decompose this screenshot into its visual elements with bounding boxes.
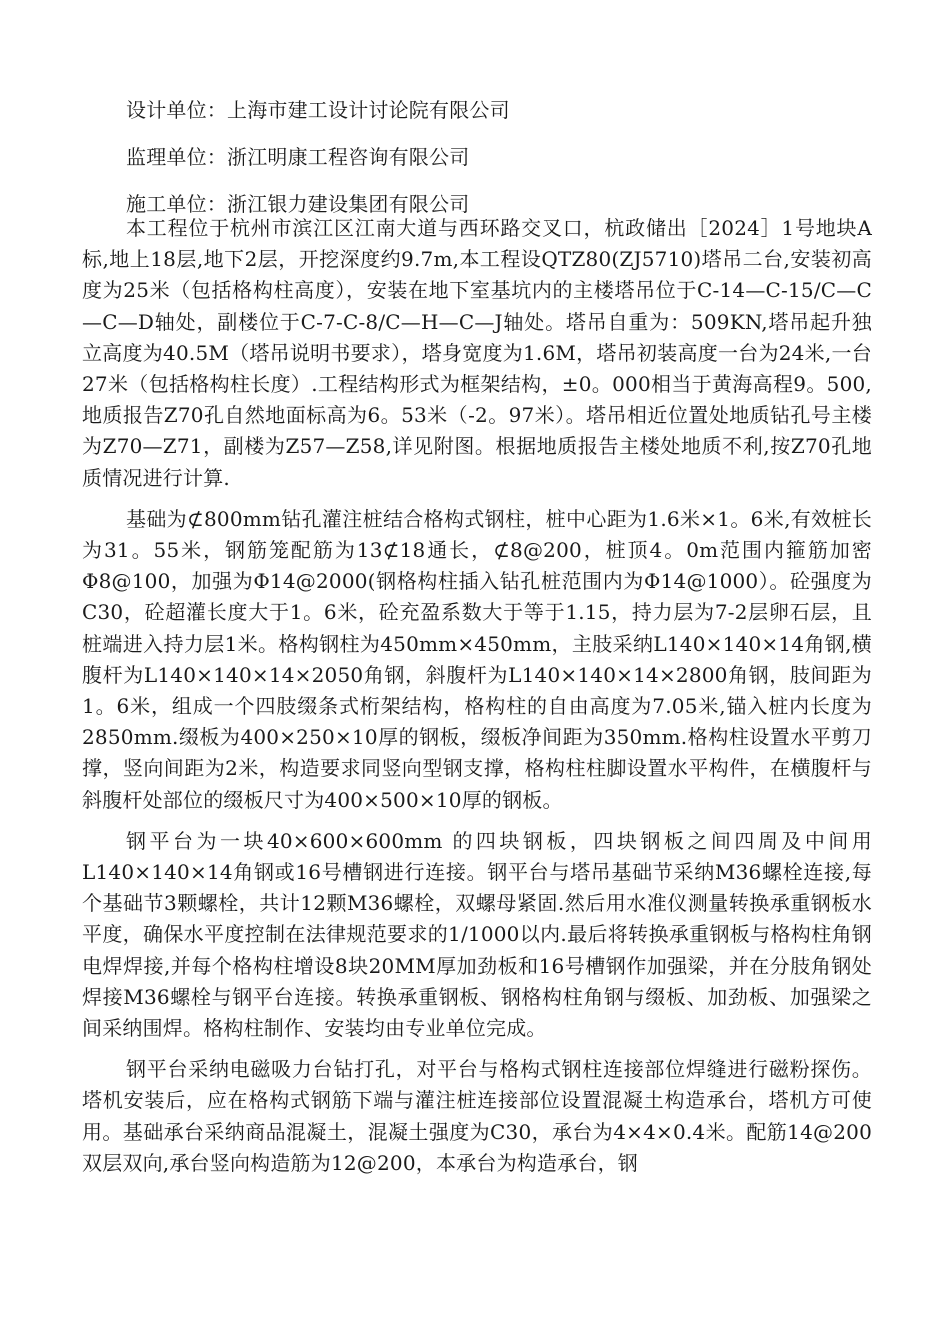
inspection-cap-paragraph: 钢平台采纳电磁吸力台钻打孔，对平台与格构式钢柱连接部位焊缝进行磁粉探伤。塔机安装后，应在格构式钢筋下端与灌注桩连接部位设置混凝土构造承台，塔机方可使用。基础承台采纳商品混凝土，混凝土强度为C30，承台为4×4×0.4米。配筋14@200双层双向,承台竖向构造筋为12@200，本承台为构造承台，钢 bbox=[82, 1057, 872, 1175]
supervision-unit-line: 监理单位：浙江明康工程咨询有限公司 bbox=[126, 145, 470, 169]
steel-platform-paragraph: 钢平台为一块40×600×600mm 的四块钢板，四块钢板之间四周及中间用L140×140×14角钢或16号槽钢进行连接。钢平台与塔吊基础节采纳M36螺栓连接,每个基础节3颗螺栓，共计12颗M36螺栓，双螺母紧固.然后用水准仪测量转换承重钢板水平度，确保水平度控制在法律规范要求的1/1000以内.最后将转换承重钢板与格构柱角钢电焊焊接,并每个格构柱增设8块20MM厚加劲板和16号槽钢作加强梁，并在分肢角钢处焊接M36螺栓与钢平台连接。转换承重钢板、钢格构柱角钢与缀板、加劲板、加强梁之间采纳围焊。格构柱制作、安装均由专业单位完成。 bbox=[82, 828, 872, 1041]
project-overview-paragraph: 本工程位于杭州市滨江区江南大道与西环路交叉口，杭政储出［2024］1号地块A标,地上18层,地下2层，开挖深度约9.7m,本工程设QTZ80(ZJ5710)塔吊二台,安装初高度为25米（包括格构柱高度），安装在地下室基坑内的主楼塔吊位于C-14—C-15/C—C—C—D轴处，副楼位于C-7-C-8/C—H—C—J轴处。塔吊自重为：509KN,塔吊起升独立高度为40.5M（塔吊说明书要求），塔身宽度为1.6M，塔吊初装高度一台为24米,一台27米（包括格构柱长度）.工程结构形式为框架结构，±0。000相当于黄海高程9。500,地质报告Z70孔自然地面标高为6。53米（-2。97米）。塔吊相近位置处地质钻孔号主楼为Z70—Z71，副楼为Z57—Z58,详见附图。根据地质报告主楼处地质不利,按Z70孔地质情况进行计算. bbox=[82, 216, 872, 490]
design-unit-line: 设计单位：上海市建工设计讨论院有限公司 bbox=[126, 98, 510, 122]
foundation-paragraph: 基础为⊄800mm钻孔灌注桩结合格构式钢柱，桩中心距为1.6米×1。6米,有效桩长为31。55米，钢筋笼配筋为13⊄18通长，⊄8@200，桩顶4。0m范围内箍筋加密Φ8@100，加强为Φ14@2000(钢格构柱插入钻孔桩范围内为Φ14@1000）。砼强度为C30，砼超灌长度大于1。6米，砼充盈系数大于等于1.15，持力层为7-2层卵石层，且桩端进入持力层1米。格构钢柱为450mm×450mm，主肢采纳L140×140×14角钢,横腹杆为L140×140×14×2050角钢，斜腹杆为L140×140×14×2800角钢，肢间距为1。6米，组成一个四肢缀条式桁架结构，格构柱的自由高度为7.05米,锚入桩内长度为2850mm.缀板为400×250×10厚的钢板，缀板净间距为350mm.格构柱设置水平剪刀撑，竖向间距为2米，构造要求同竖向型钢支撑，格构柱柱脚设置水平构件，在横腹杆与斜腹杆处部位的缀板尺寸为400×500×10厚的钢板。 bbox=[82, 506, 872, 812]
construction-unit-line: 施工单位：浙江银力建设集团有限公司 bbox=[126, 192, 470, 216]
document-body bbox=[82, 92, 872, 1189]
